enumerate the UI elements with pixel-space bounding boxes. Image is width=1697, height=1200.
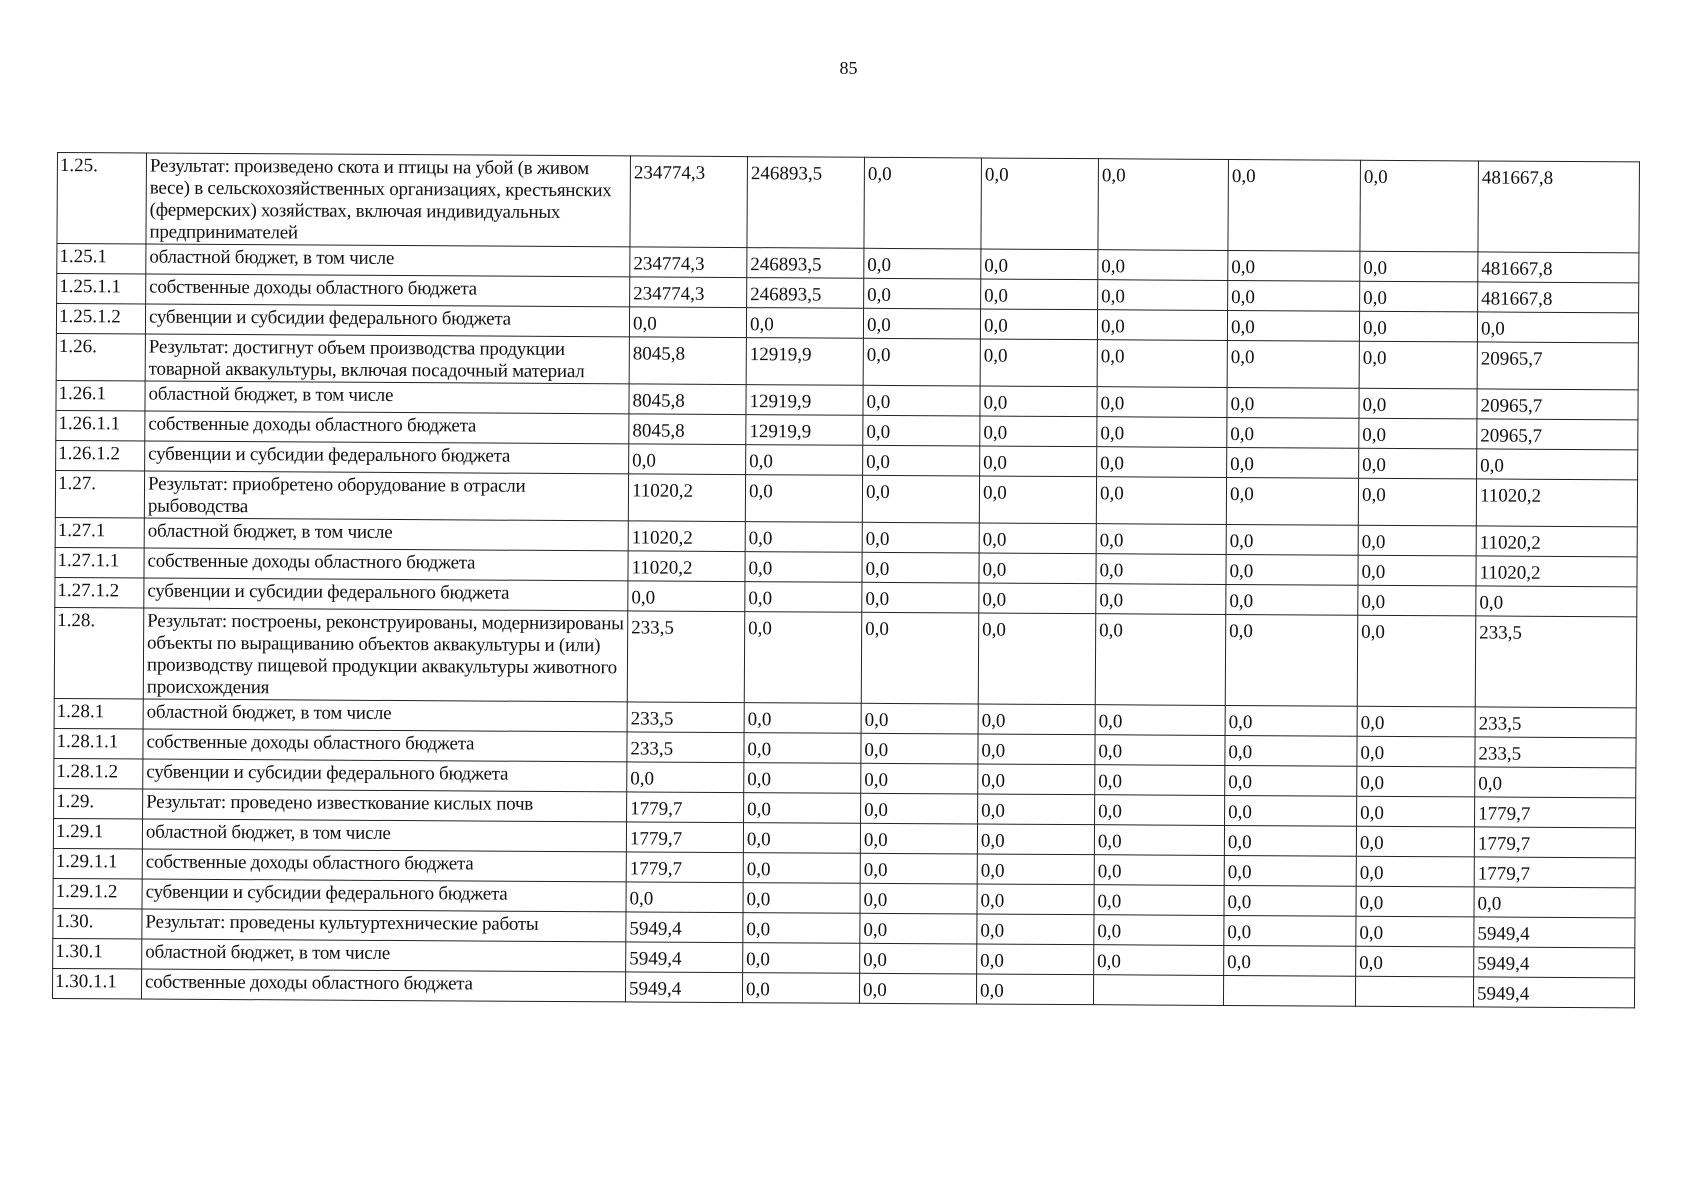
value-col-4: 0,0 bbox=[978, 764, 1095, 795]
value-col-2: 12919,9 bbox=[746, 385, 863, 416]
value-col-3: 0,0 bbox=[863, 338, 980, 386]
table-row bbox=[54, 607, 1637, 707]
value-col-2: 12919,9 bbox=[746, 338, 863, 386]
value-col-6: 0,0 bbox=[1228, 280, 1360, 311]
value-col-5: 0,0 bbox=[1097, 340, 1227, 388]
value-col-3: 0,0 bbox=[862, 552, 979, 583]
row-description: субвенции и субсидии федерального бюджета bbox=[145, 304, 629, 337]
value-col-3: 0,0 bbox=[864, 248, 981, 279]
value-col-5: 0,0 bbox=[1097, 447, 1227, 478]
value-col-2: 0,0 bbox=[746, 308, 863, 339]
value-col-7: 0,0 bbox=[1358, 555, 1476, 586]
total-value: 0,0 bbox=[1477, 449, 1638, 480]
value-col-4: 0,0 bbox=[977, 854, 1094, 885]
value-col-5: 0,0 bbox=[1094, 945, 1224, 976]
value-col-4: 0,0 bbox=[977, 884, 1094, 915]
value-col-2: 0,0 bbox=[745, 522, 862, 553]
value-col-7: 0,0 bbox=[1358, 585, 1476, 616]
value-col-6: 0,0 bbox=[1228, 159, 1361, 251]
row-description: собственные доходы областного бюджета bbox=[142, 849, 626, 882]
row-code: 1.26.1.2 bbox=[56, 440, 145, 471]
value-col-1: 234774,3 bbox=[630, 247, 747, 278]
row-code: 1.28.1 bbox=[54, 698, 143, 729]
value-col-7: 0,0 bbox=[1360, 160, 1479, 252]
value-col-4: 0,0 bbox=[978, 794, 1095, 825]
value-col-7: 0,0 bbox=[1359, 311, 1477, 342]
value-col-5: 0,0 bbox=[1096, 524, 1226, 555]
value-col-1: 1779,7 bbox=[626, 822, 743, 853]
row-description: Результат: проведено известкование кислых почв bbox=[143, 789, 627, 822]
total-value: 5949,4 bbox=[1473, 977, 1634, 1008]
row-description: Результат: произведено скота и птицы на убой (в живом весе) в сельскохозяйственных организациях, крестьянских (фермерских) хозяйствах, включая индивидуальных предпринимателей bbox=[146, 153, 631, 247]
row-code: 1.27.1.2 bbox=[55, 577, 144, 608]
value-col-4: 0,0 bbox=[981, 249, 1098, 280]
value-col-6: 0,0 bbox=[1228, 250, 1360, 281]
value-col-7: 0,0 bbox=[1360, 251, 1478, 282]
value-col-3: 0,0 bbox=[861, 793, 978, 824]
row-description: Результат: приобретено оборудование в отрасли рыбоводства bbox=[144, 471, 628, 521]
row-code: 1.27.1 bbox=[55, 517, 144, 548]
value-col-6: 0,0 bbox=[1226, 524, 1358, 555]
value-col-2: 0,0 bbox=[743, 823, 860, 854]
table-row bbox=[57, 153, 1640, 253]
value-col-3: 0,0 bbox=[860, 823, 977, 854]
value-col-1: 11020,2 bbox=[628, 551, 745, 582]
value-col-5: 0,0 bbox=[1097, 310, 1227, 341]
row-code: 1.27. bbox=[55, 470, 144, 518]
value-col-6: 0,0 bbox=[1227, 447, 1359, 478]
row-code: 1.30. bbox=[53, 908, 142, 939]
value-col-7: 0,0 bbox=[1359, 388, 1477, 419]
value-col-1: 5949,4 bbox=[626, 942, 743, 973]
value-col-7 bbox=[1355, 976, 1473, 1007]
value-col-5: 0,0 bbox=[1095, 735, 1225, 766]
value-col-7: 0,0 bbox=[1357, 615, 1476, 707]
value-col-5 bbox=[1093, 975, 1223, 1006]
value-col-2: 0,0 bbox=[744, 612, 862, 704]
value-col-1: 0,0 bbox=[626, 882, 743, 913]
value-col-5: 0,0 bbox=[1098, 280, 1228, 311]
value-col-4: 0,0 bbox=[979, 523, 1096, 554]
row-description: областной бюджет, в том числе bbox=[144, 518, 628, 551]
row-code: 1.30.1 bbox=[53, 938, 142, 969]
value-col-6: 0,0 bbox=[1225, 705, 1357, 736]
value-col-3: 0,0 bbox=[859, 973, 976, 1004]
total-value: 481667,8 bbox=[1478, 161, 1640, 253]
value-col-3: 0,0 bbox=[861, 763, 978, 794]
value-col-2: 0,0 bbox=[744, 793, 861, 824]
value-col-6: 0,0 bbox=[1224, 885, 1356, 916]
value-col-4: 0,0 bbox=[980, 339, 1097, 387]
value-col-4: 0,0 bbox=[981, 158, 1099, 250]
value-col-6: 0,0 bbox=[1226, 477, 1358, 525]
value-col-3: 0,0 bbox=[861, 612, 979, 704]
value-col-4: 0,0 bbox=[977, 914, 1094, 945]
total-value: 481667,8 bbox=[1478, 252, 1639, 283]
value-col-3: 0,0 bbox=[862, 582, 979, 613]
value-col-3: 0,0 bbox=[862, 475, 979, 523]
total-value: 233,5 bbox=[1475, 737, 1636, 768]
total-value: 11020,2 bbox=[1476, 479, 1637, 527]
value-col-5: 0,0 bbox=[1098, 159, 1229, 251]
total-value: 233,5 bbox=[1475, 616, 1637, 708]
value-col-7: 0,0 bbox=[1356, 916, 1474, 947]
total-value: 20965,7 bbox=[1477, 389, 1638, 420]
value-col-6: 0,0 bbox=[1227, 387, 1359, 418]
value-col-7: 0,0 bbox=[1358, 478, 1476, 526]
value-col-2: 0,0 bbox=[743, 943, 860, 974]
total-value: 0,0 bbox=[1475, 767, 1636, 798]
value-col-4: 0,0 bbox=[977, 824, 1094, 855]
value-col-1: 0,0 bbox=[629, 444, 746, 475]
total-value: 1779,7 bbox=[1474, 827, 1635, 858]
row-code: 1.27.1.1 bbox=[55, 547, 144, 578]
value-col-6: 0,0 bbox=[1225, 765, 1357, 796]
row-description: Результат: проведены культуртехнические работы bbox=[142, 909, 626, 942]
value-col-3: 0,0 bbox=[861, 703, 978, 734]
row-description: собственные доходы областного бюджета bbox=[144, 548, 628, 581]
value-col-7: 0,0 bbox=[1359, 341, 1477, 389]
value-col-3: 0,0 bbox=[863, 308, 980, 339]
value-col-6: 0,0 bbox=[1224, 945, 1356, 976]
row-description: областной бюджет, в том числе bbox=[146, 244, 630, 277]
value-col-5: 0,0 bbox=[1097, 417, 1227, 448]
value-col-1: 11020,2 bbox=[628, 521, 745, 552]
value-col-1: 8045,8 bbox=[629, 384, 746, 415]
row-code: 1.29.1.2 bbox=[53, 878, 142, 909]
total-value: 1779,7 bbox=[1475, 797, 1636, 828]
value-col-5: 0,0 bbox=[1097, 387, 1227, 418]
value-col-7: 0,0 bbox=[1360, 281, 1478, 312]
value-col-1: 11020,2 bbox=[628, 474, 745, 522]
value-col-5: 0,0 bbox=[1098, 250, 1228, 281]
value-col-5: 0,0 bbox=[1095, 614, 1226, 706]
total-value: 233,5 bbox=[1475, 707, 1636, 738]
total-value: 481667,8 bbox=[1478, 282, 1639, 313]
total-value: 20965,7 bbox=[1477, 342, 1638, 390]
value-col-4: 0,0 bbox=[979, 476, 1096, 524]
value-col-5: 0,0 bbox=[1096, 554, 1226, 585]
value-col-3: 0,0 bbox=[862, 522, 979, 553]
value-col-7: 0,0 bbox=[1357, 766, 1475, 797]
row-code: 1.28.1.1 bbox=[54, 728, 143, 759]
value-col-6: 0,0 bbox=[1225, 795, 1357, 826]
row-description: собственные доходы областного бюджета bbox=[146, 274, 630, 307]
value-col-4: 0,0 bbox=[979, 583, 1096, 614]
value-col-1: 5949,4 bbox=[626, 912, 743, 943]
value-col-6: 0,0 bbox=[1224, 915, 1356, 946]
value-col-1: 8045,8 bbox=[629, 414, 746, 445]
total-value: 11020,2 bbox=[1476, 556, 1637, 587]
value-col-4: 0,0 bbox=[980, 309, 1097, 340]
value-col-4: 0,0 bbox=[978, 613, 1096, 705]
value-col-4: 0,0 bbox=[976, 974, 1093, 1005]
value-col-7: 0,0 bbox=[1358, 525, 1476, 556]
row-code: 1.26. bbox=[56, 333, 145, 381]
value-col-1: 5949,4 bbox=[625, 972, 742, 1003]
value-col-2: 0,0 bbox=[744, 733, 861, 764]
value-col-4: 0,0 bbox=[979, 553, 1096, 584]
value-col-4: 0,0 bbox=[980, 416, 1097, 447]
row-code: 1.25. bbox=[57, 153, 147, 245]
value-col-2: 0,0 bbox=[742, 973, 859, 1004]
value-col-4: 0,0 bbox=[980, 386, 1097, 417]
value-col-1: 1779,7 bbox=[627, 792, 744, 823]
row-description: областной бюджет, в том числе bbox=[142, 819, 626, 852]
row-code: 1.28. bbox=[54, 607, 144, 699]
value-col-6: 0,0 bbox=[1224, 825, 1356, 856]
value-col-3: 0,0 bbox=[860, 883, 977, 914]
value-col-3: 0,0 bbox=[861, 733, 978, 764]
total-value: 0,0 bbox=[1477, 312, 1638, 343]
total-value: 0,0 bbox=[1476, 586, 1637, 617]
value-col-2: 246893,5 bbox=[747, 157, 865, 249]
value-col-7: 0,0 bbox=[1356, 886, 1474, 917]
row-description: собственные доходы областного бюджета bbox=[145, 411, 629, 444]
row-description: субвенции и субсидии федерального бюджета bbox=[143, 759, 627, 792]
value-col-3: 0,0 bbox=[864, 157, 982, 249]
value-col-4: 0,0 bbox=[977, 944, 1094, 975]
value-col-3: 0,0 bbox=[860, 853, 977, 884]
total-value: 0,0 bbox=[1474, 887, 1635, 918]
value-col-1: 233,5 bbox=[627, 611, 745, 703]
value-col-2: 0,0 bbox=[745, 475, 862, 523]
value-col-5: 0,0 bbox=[1094, 885, 1224, 916]
row-code: 1.29. bbox=[54, 788, 143, 819]
value-col-6 bbox=[1223, 975, 1355, 1006]
value-col-4: 0,0 bbox=[978, 734, 1095, 765]
value-col-1: 0,0 bbox=[628, 581, 745, 612]
value-col-7: 0,0 bbox=[1356, 856, 1474, 887]
value-col-1: 234774,3 bbox=[630, 277, 747, 308]
row-description: Результат: построены, реконструированы, модернизированы объекты по выращиванию объектов аквакультуры и (или) производству пищевой продукции аквакультуры животного происхождения bbox=[143, 608, 628, 702]
value-col-5: 0,0 bbox=[1096, 477, 1226, 525]
value-col-7: 0,0 bbox=[1359, 448, 1477, 479]
value-col-2: 0,0 bbox=[745, 582, 862, 613]
value-col-3: 0,0 bbox=[863, 445, 980, 476]
row-code: 1.25.1.1 bbox=[57, 274, 146, 305]
value-col-6: 0,0 bbox=[1227, 340, 1359, 388]
row-description: Результат: достигнут объем производства продукции товарной аквакультуры, включая посадочный материал bbox=[145, 334, 629, 384]
value-col-1: 0,0 bbox=[627, 762, 744, 793]
row-code: 1.30.1.1 bbox=[52, 968, 141, 999]
value-col-7: 0,0 bbox=[1356, 946, 1474, 977]
total-value: 5949,4 bbox=[1474, 947, 1635, 978]
value-col-4: 0,0 bbox=[981, 279, 1098, 310]
value-col-1: 233,5 bbox=[627, 732, 744, 763]
value-col-2: 0,0 bbox=[745, 552, 862, 583]
row-code: 1.26.1 bbox=[56, 380, 145, 411]
total-value: 5949,4 bbox=[1474, 917, 1635, 948]
value-col-3: 0,0 bbox=[863, 385, 980, 416]
row-code: 1.29.1 bbox=[53, 818, 142, 849]
value-col-7: 0,0 bbox=[1357, 736, 1475, 767]
row-description: субвенции и субсидии федерального бюджета bbox=[142, 879, 626, 912]
row-code: 1.28.1.2 bbox=[54, 758, 143, 789]
value-col-2: 246893,5 bbox=[747, 278, 864, 309]
value-col-2: 0,0 bbox=[743, 883, 860, 914]
total-value: 20965,7 bbox=[1477, 419, 1638, 450]
value-col-6: 0,0 bbox=[1225, 735, 1357, 766]
value-col-2: 0,0 bbox=[743, 913, 860, 944]
value-col-5: 0,0 bbox=[1094, 915, 1224, 946]
value-col-5: 0,0 bbox=[1095, 765, 1225, 796]
value-col-5: 0,0 bbox=[1095, 795, 1225, 826]
value-col-1: 0,0 bbox=[629, 307, 746, 338]
value-col-3: 0,0 bbox=[860, 913, 977, 944]
row-code: 1.29.1.1 bbox=[53, 848, 142, 879]
value-col-3: 0,0 bbox=[860, 943, 977, 974]
budget-table bbox=[52, 152, 1640, 1008]
value-col-2: 12919,9 bbox=[746, 415, 863, 446]
value-col-6: 0,0 bbox=[1224, 855, 1356, 886]
row-description: областной бюджет, в том числе bbox=[143, 699, 627, 732]
row-description: субвенции и субсидии федерального бюджета bbox=[144, 578, 628, 611]
row-code: 1.26.1.1 bbox=[56, 410, 145, 441]
value-col-7: 0,0 bbox=[1356, 826, 1474, 857]
value-col-5: 0,0 bbox=[1094, 855, 1224, 886]
row-description: областной бюджет, в том числе bbox=[145, 381, 629, 414]
value-col-5: 0,0 bbox=[1096, 584, 1226, 615]
value-col-3: 0,0 bbox=[863, 415, 980, 446]
value-col-1: 1779,7 bbox=[626, 852, 743, 883]
value-col-6: 0,0 bbox=[1225, 614, 1358, 706]
row-code: 1.25.1 bbox=[57, 244, 146, 275]
value-col-7: 0,0 bbox=[1357, 706, 1475, 737]
table-body bbox=[52, 153, 1639, 1008]
total-value: 11020,2 bbox=[1476, 526, 1637, 557]
value-col-7: 0,0 bbox=[1357, 796, 1475, 827]
value-col-6: 0,0 bbox=[1227, 417, 1359, 448]
value-col-2: 246893,5 bbox=[747, 248, 864, 279]
row-description: собственные доходы областного бюджета bbox=[143, 729, 627, 762]
row-description: субвенции и субсидии федерального бюджета bbox=[145, 441, 629, 474]
value-col-2: 0,0 bbox=[744, 703, 861, 734]
value-col-2: 0,0 bbox=[743, 853, 860, 884]
total-value: 1779,7 bbox=[1474, 857, 1635, 888]
value-col-2: 0,0 bbox=[746, 445, 863, 476]
value-col-4: 0,0 bbox=[980, 446, 1097, 477]
value-col-5: 0,0 bbox=[1094, 825, 1224, 856]
value-col-6: 0,0 bbox=[1226, 584, 1358, 615]
row-description: собственные доходы областного бюджета bbox=[141, 969, 625, 1002]
row-description: областной бюджет, в том числе bbox=[142, 939, 626, 972]
value-col-5: 0,0 bbox=[1095, 705, 1225, 736]
page-number: 85 bbox=[839, 58, 858, 78]
value-col-3: 0,0 bbox=[864, 278, 981, 309]
value-col-1: 234774,3 bbox=[630, 156, 748, 248]
row-code: 1.25.1.2 bbox=[56, 304, 145, 335]
value-col-2: 0,0 bbox=[744, 763, 861, 794]
value-col-7: 0,0 bbox=[1359, 418, 1477, 449]
value-col-6: 0,0 bbox=[1226, 554, 1358, 585]
value-col-6: 0,0 bbox=[1227, 310, 1359, 341]
value-col-1: 8045,8 bbox=[629, 337, 746, 385]
value-col-1: 233,5 bbox=[627, 702, 744, 733]
value-col-4: 0,0 bbox=[978, 704, 1095, 735]
